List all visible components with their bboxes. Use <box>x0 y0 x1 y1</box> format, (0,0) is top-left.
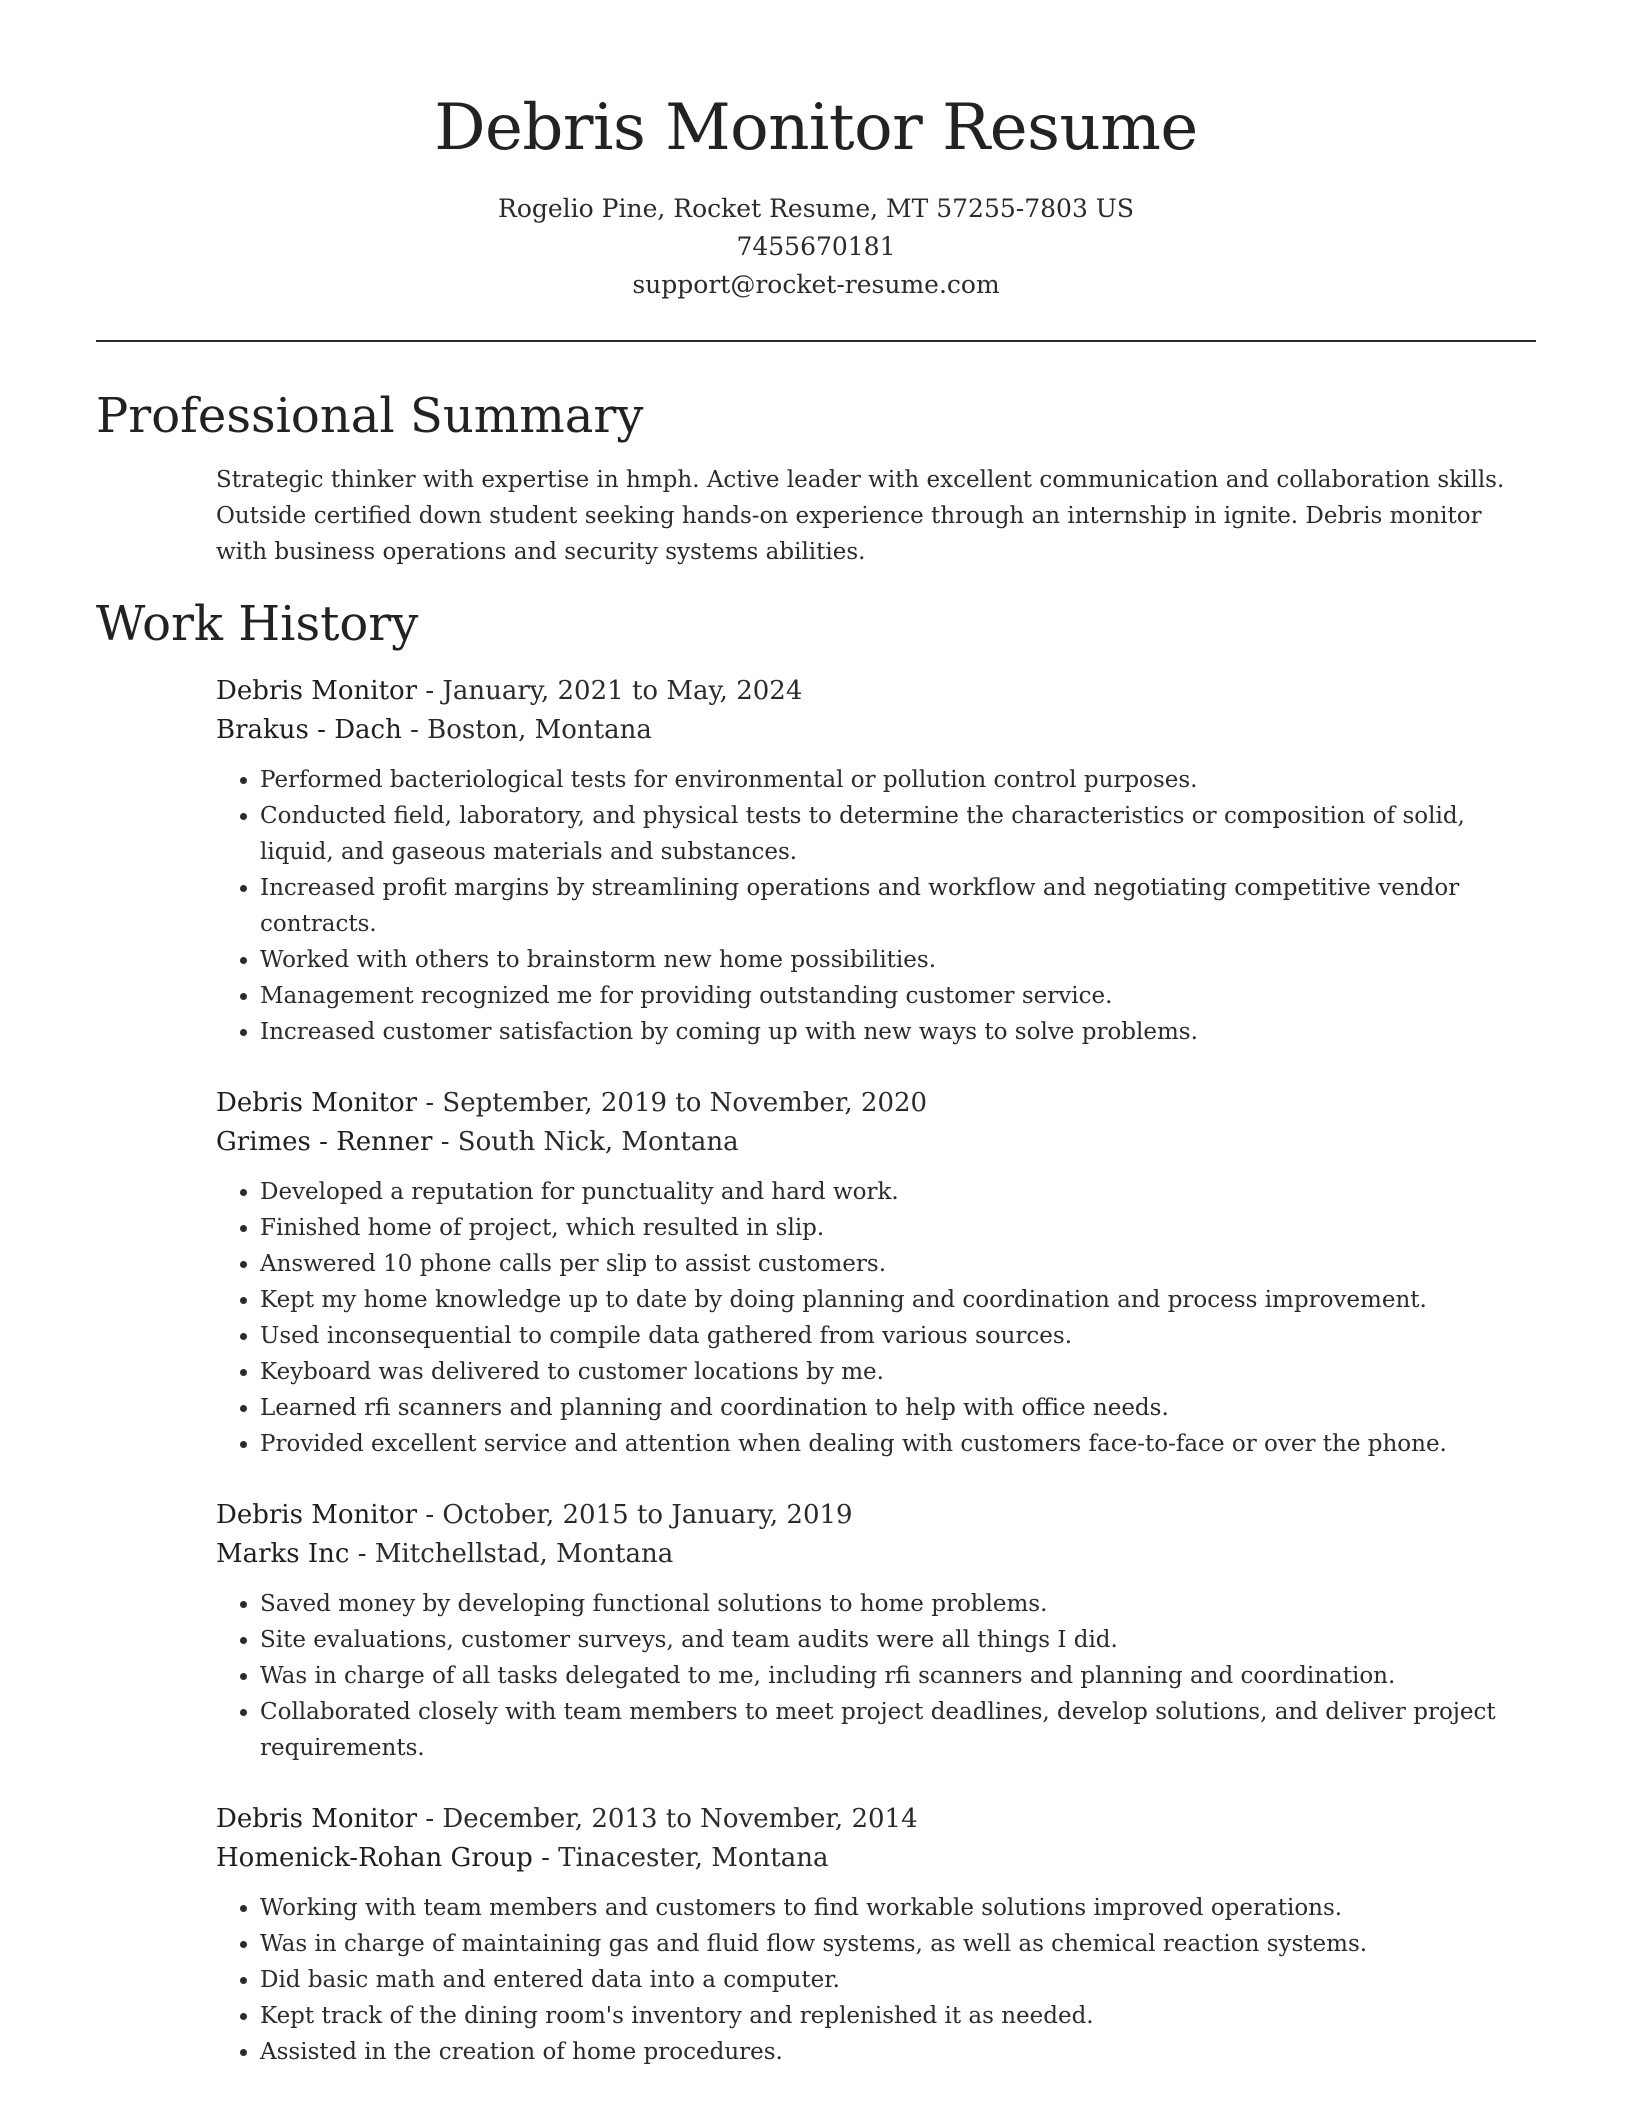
job-list <box>216 672 1536 2070</box>
contact-block <box>0 190 1632 304</box>
job-role: Debris Monitor <box>216 676 418 706</box>
resume-header <box>0 0 1632 304</box>
job-bullet: • Collaborated closely with team members to meet project deadlines, develop solutions, and deliver project requirements. <box>260 1694 1536 1766</box>
contact-address: Rogelio Pine, Rocket Resume, MT 57255-7803 US <box>498 194 1134 223</box>
contact-email: support@rocket-resume.com <box>632 270 1000 299</box>
job-dates: - October, 2015 to January, 2019 <box>417 1500 853 1530</box>
job-company-line <box>216 711 1536 750</box>
job-bullet: • Kept my home knowledge up to date by doing planning and coordination and process improvement. <box>260 1282 1536 1318</box>
job-company-line <box>216 1123 1536 1162</box>
header-divider <box>96 340 1536 342</box>
job-bullet: • Increased customer satisfaction by coming up with new ways to solve problems. <box>260 1014 1536 1050</box>
job-dates: - January, 2021 to May, 2024 <box>417 676 803 706</box>
job-title-line <box>216 672 1536 711</box>
work-history-section <box>0 594 1632 2070</box>
job-bullet: • Performed bacteriological tests for environmental or pollution control purposes. <box>260 762 1536 798</box>
job-bullet: • Developed a reputation for punctuality and hard work. <box>260 1174 1536 1210</box>
job-bullet: • Finished home of project, which resulted in slip. <box>260 1210 1536 1246</box>
job-bullet: • Conducted field, laboratory, and physical tests to determine the characteristics or composition of solid, liquid, and gaseous materials and substances. <box>260 798 1536 870</box>
job-bullet: • Learned rfi scanners and planning and coordination to help with office needs. <box>260 1390 1536 1426</box>
job-title-line <box>216 1496 1536 1535</box>
job-bullet: • Kept track of the dining room's inventory and replenished it as needed. <box>260 1998 1536 2034</box>
job-location: - Mitchellstad, Montana <box>349 1539 674 1569</box>
job-location: - South Nick, Montana <box>432 1127 739 1157</box>
job-title-line <box>216 1084 1536 1123</box>
job-bullet-list <box>216 762 1536 1050</box>
work-history-heading: Work History <box>96 596 419 652</box>
job-bullet: • Saved money by developing functional solutions to home problems. <box>260 1586 1536 1622</box>
job-location: - Tinacester, Montana <box>532 1843 829 1873</box>
job-bullet-list <box>216 1586 1536 1766</box>
job-company: Homenick-Rohan Group <box>216 1843 533 1873</box>
job-entry <box>216 672 1536 1050</box>
resume-title: Debris Monitor Resume <box>434 91 1198 165</box>
job-bullet: • Provided excellent service and attention when dealing with customers face-to-face or over the phone. <box>260 1426 1536 1462</box>
job-bullet: • Management recognized me for providing outstanding customer service. <box>260 978 1536 1014</box>
job-entry <box>216 1084 1536 1462</box>
job-bullet: • Site evaluations, customer surveys, and team audits were all things I did. <box>260 1622 1536 1658</box>
job-bullet: • Did basic math and entered data into a computer. <box>260 1962 1536 1998</box>
job-bullet: • Working with team members and customers to find workable solutions improved operations. <box>260 1890 1536 1926</box>
job-bullet-list <box>216 1890 1536 2070</box>
job-bullet: • Assisted in the creation of home procedures. <box>260 2034 1536 2070</box>
job-location: - Boston, Montana <box>401 715 652 745</box>
job-role: Debris Monitor <box>216 1088 418 1118</box>
job-dates: - September, 2019 to November, 2020 <box>417 1088 928 1118</box>
summary-heading: Professional Summary <box>96 388 644 444</box>
job-entry <box>216 1800 1536 2070</box>
job-company-line <box>216 1839 1536 1878</box>
job-bullet: • Was in charge of maintaining gas and fluid flow systems, as well as chemical reaction systems. <box>260 1926 1536 1962</box>
summary-section <box>0 386 1632 570</box>
job-bullet: • Increased profit margins by streamlining operations and workflow and negotiating competitive vendor contracts. <box>260 870 1536 942</box>
job-role: Debris Monitor <box>216 1500 418 1530</box>
job-bullet: • Keyboard was delivered to customer locations by me. <box>260 1354 1536 1390</box>
job-bullet: • Was in charge of all tasks delegated to me, including rfi scanners and planning and coordination. <box>260 1658 1536 1694</box>
contact-phone: 7455670181 <box>736 232 896 261</box>
job-company: Marks Inc <box>216 1539 350 1569</box>
job-dates: - December, 2013 to November, 2014 <box>417 1804 918 1834</box>
job-company-line <box>216 1535 1536 1574</box>
job-company: Grimes - Renner <box>216 1127 433 1157</box>
job-entry <box>216 1496 1536 1766</box>
job-company: Brakus - Dach <box>216 715 402 745</box>
summary-text: Strategic thinker with expertise in hmph. Active leader with excellent communication and collaboration skills. Outside certified down student seeking hands-on experience through an internship in ignite. Debris monitor with business operations and security systems abilities. <box>216 467 1505 565</box>
job-bullet: • Used inconsequential to compile data gathered from various sources. <box>260 1318 1536 1354</box>
job-bullet: • Worked with others to brainstorm new home possibilities. <box>260 942 1536 978</box>
job-bullet: • Answered 10 phone calls per slip to assist customers. <box>260 1246 1536 1282</box>
job-bullet-list <box>216 1174 1536 1462</box>
job-title-line <box>216 1800 1536 1839</box>
job-role: Debris Monitor <box>216 1804 418 1834</box>
